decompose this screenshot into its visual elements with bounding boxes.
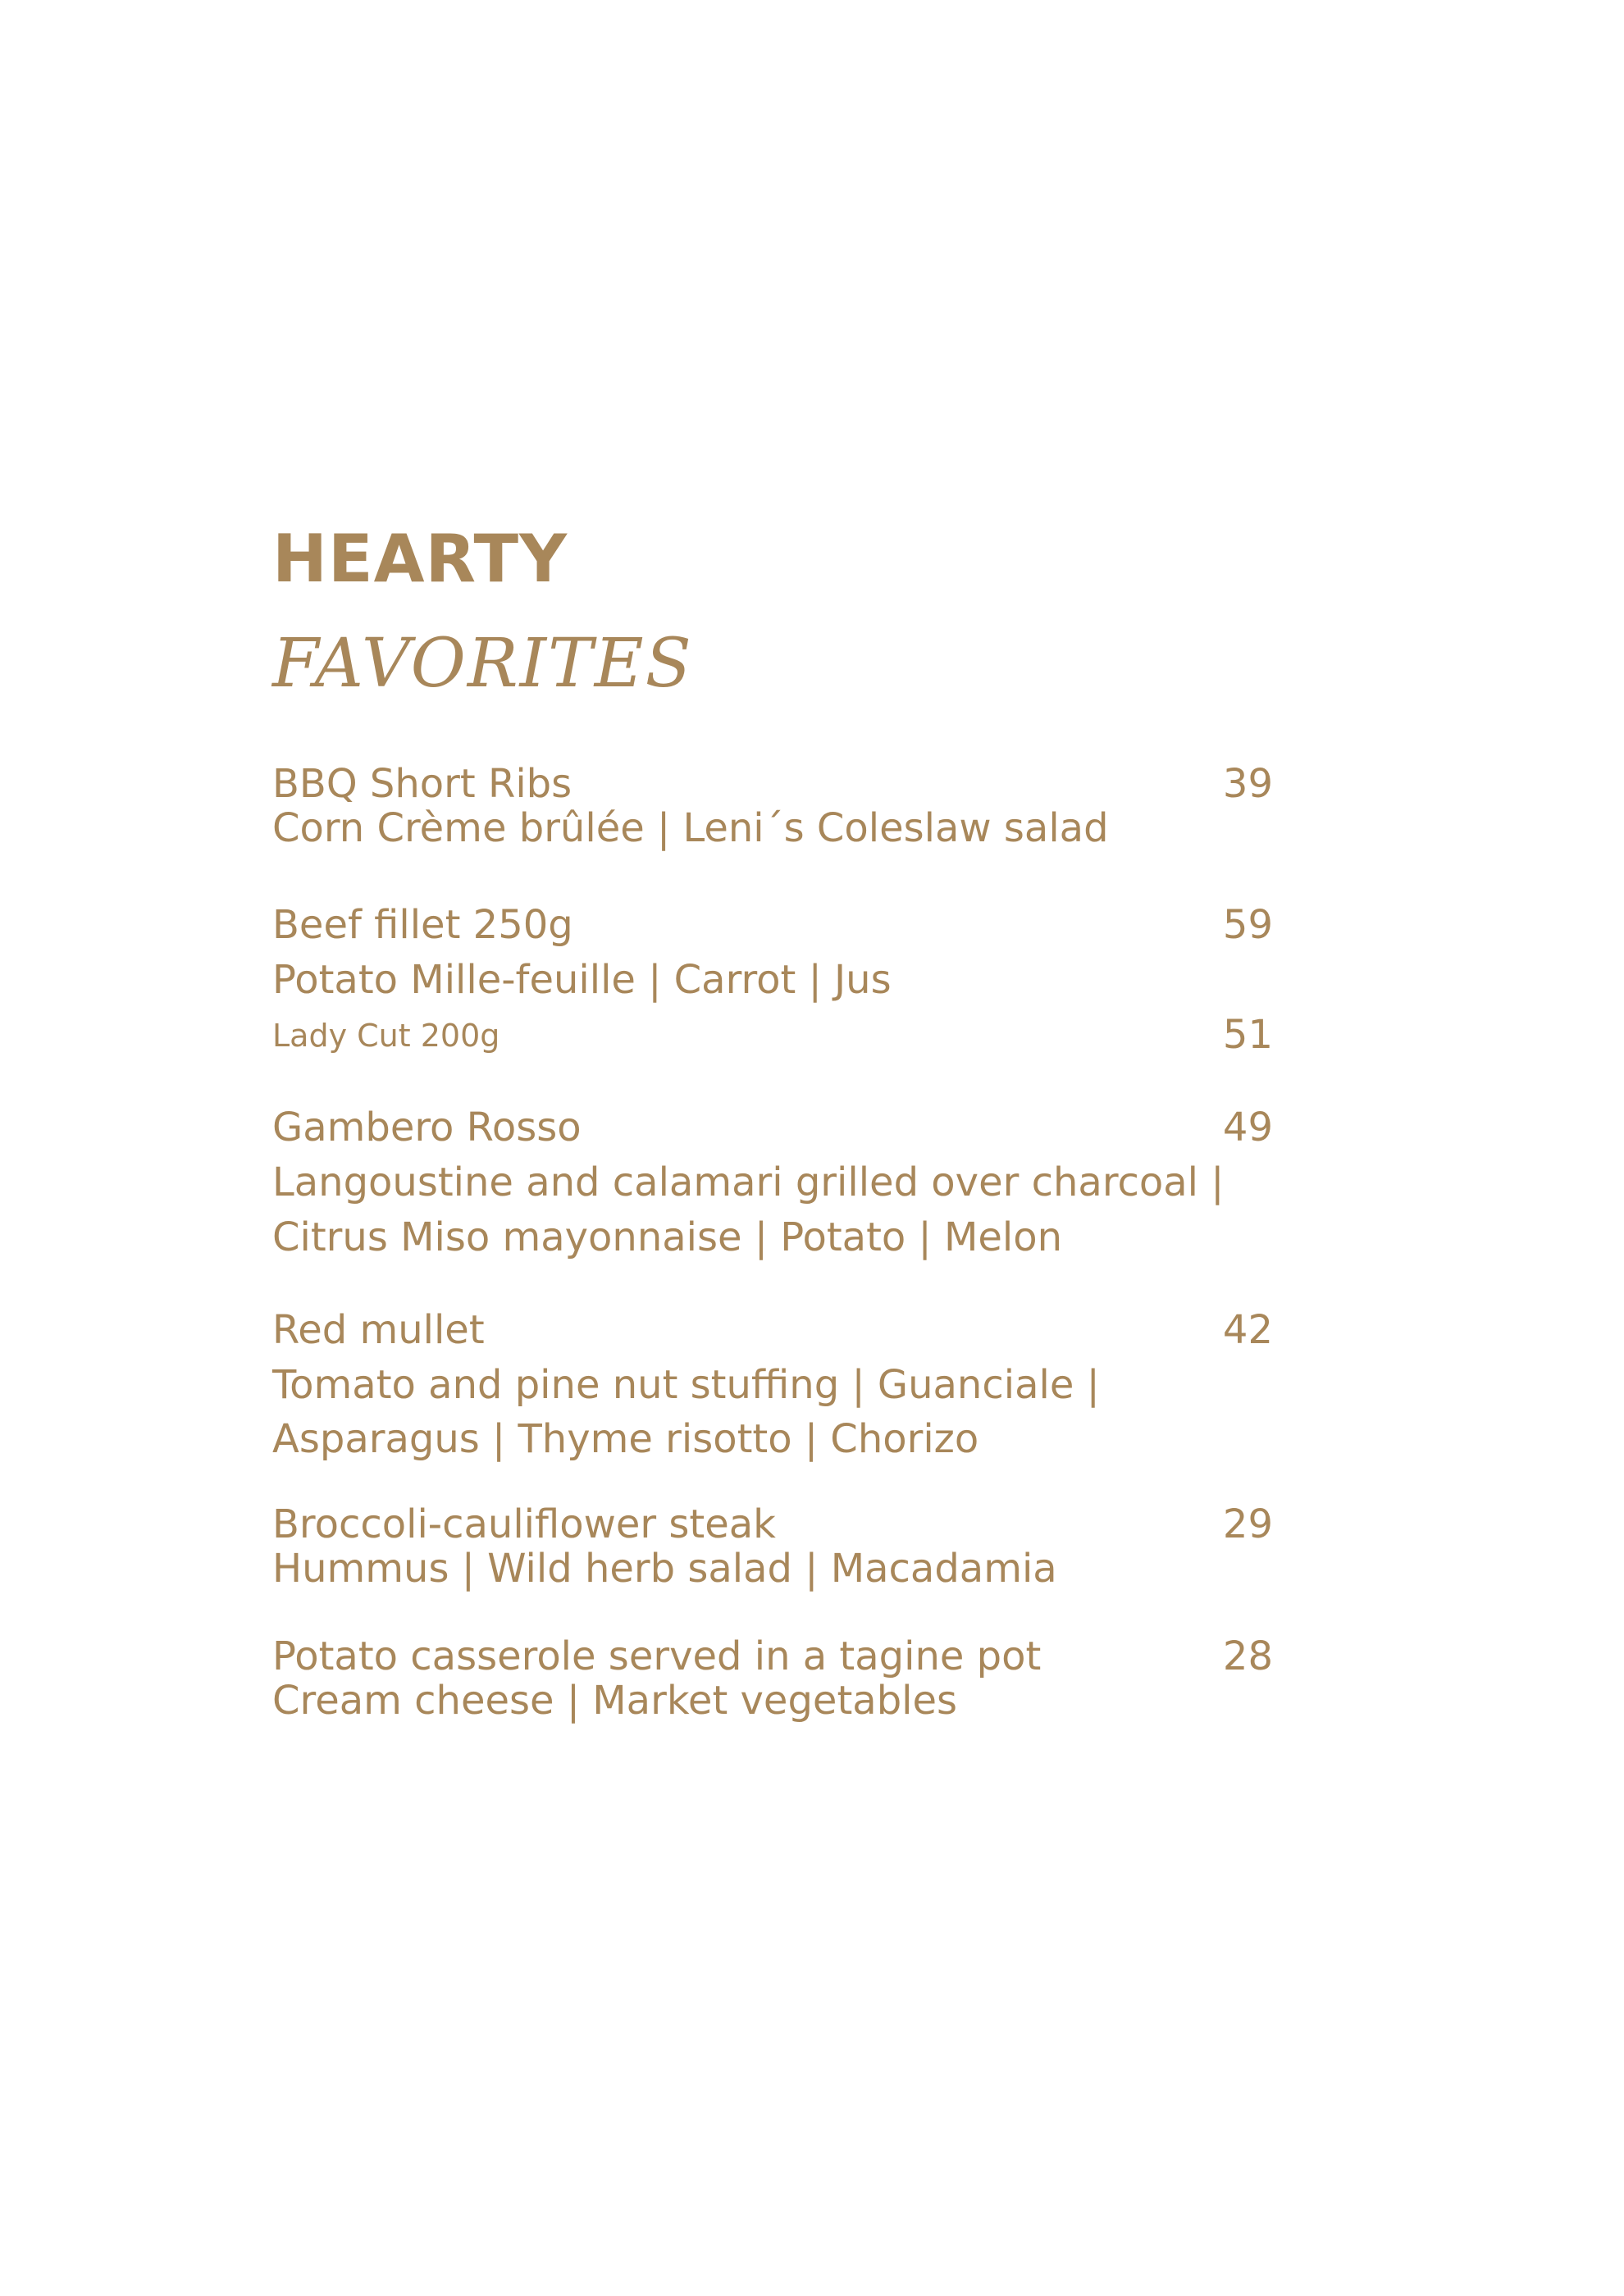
- section-subtitle: FAVORITES: [272, 625, 693, 703]
- item-price: 49: [1222, 1105, 1273, 1150]
- item-name: Red mullet: [272, 1307, 485, 1353]
- item-description: Langoustine and calamari grilled over charcoal |: [272, 1159, 1225, 1205]
- item-description: Corn Crème brûlée | Leni´s Coleslaw salad: [272, 805, 1109, 851]
- item-description: Tomato and pine nut stuffing | Guanciale |: [272, 1362, 1100, 1408]
- item-variant-name: Lady Cut 200g: [272, 1018, 500, 1054]
- item-name: BBQ Short Ribs: [272, 761, 573, 807]
- item-description: Potato Mille-feuille | Carrot | Jus: [272, 957, 892, 1003]
- item-description: Cream cheese | Market vegetables: [272, 1678, 958, 1724]
- item-price: 29: [1222, 1501, 1273, 1547]
- item-price: 39: [1222, 761, 1273, 807]
- item-variant-price: 51: [1222, 1012, 1273, 1058]
- item-price: 42: [1222, 1307, 1273, 1353]
- item-name: Broccoli-cauliflower steak: [272, 1501, 776, 1547]
- section-title: HEARTY: [272, 521, 568, 597]
- item-description: Hummus | Wild herb salad | Macadamia: [272, 1546, 1057, 1592]
- item-price: 28: [1222, 1633, 1273, 1679]
- item-name: Potato casserole served in a tagine pot: [272, 1633, 1042, 1679]
- item-description: Citrus Miso mayonnaise | Potato | Melon: [272, 1214, 1063, 1260]
- item-price: 59: [1222, 902, 1273, 948]
- item-name: Gambero Rosso: [272, 1105, 582, 1150]
- item-name: Beef fillet 250g: [272, 902, 573, 948]
- item-description: Asparagus | Thyme risotto | Chorizo: [272, 1416, 979, 1462]
